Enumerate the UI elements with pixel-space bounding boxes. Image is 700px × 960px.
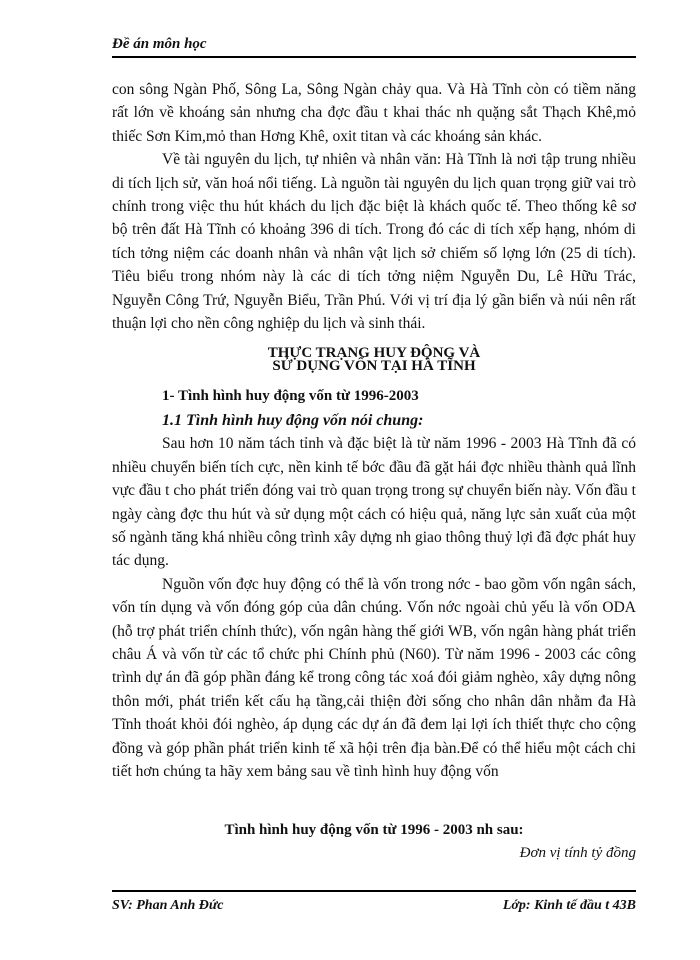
section-heading-1-1: 1.1 Tình hình huy động vốn nói chung: [162, 411, 424, 429]
chapter-title-line-1: THỰC TRẠNG HUY ĐỘNG VÀ [267, 345, 481, 362]
footer-student: SV: Phan Anh Đức [112, 898, 224, 913]
document-body [112, 78, 636, 783]
paragraph-2: Về tài nguyên du lịch, tự nhiên và nhân văn: Hà Tĩnh là nơi tập trung nhiều di tích lịch sử, văn hoá nổi tiếng. Là nguồn tài nguyên du lịch quan trọng giữ vai trò chính trong việc thu hút khách du lịch đặc biệt là khách quốc tế. Theo thống kê sơ bộ trên đất Hà Tĩnh có khoảng 396 di tích. Trong đó các di tích xếp hạng, nhóm di tích tởng niệm các doanh nhân và nhân vật lịch sở chiếm số lợng lớn (25 di tích). Tiêu biểu trong nhóm này là các di tích tởng niệm Nguyễn Du, Lê Hữu Trác, Nguyễn Công Trứ, Nguyễn Biểu, Trần Phú. Với vị trí địa lý gần biển và núi nên rất thuận lợi cho nền công nghiệp du lịch và sinh thái. [112, 151, 636, 333]
paragraph-3: Sau hơn 10 năm tách tỉnh và đặc biệt là từ năm 1996 - 2003 Hà Tĩnh đã có nhiều chuyển biến tích cực, nền kinh tế bớc đầu đã gặt hái đợc nhiều thành quả lĩnh vực đầu t cho phát triển đóng vai trò quan trọng trong sự chuyển biến này. Vốn đầu t ngày càng đợc thu hút và sử dụng một cách có hiệu quả, năng lực sản xuất của một số ngành tăng khá nhiều công trình xây dựng nh giao thông thuỷ lợi đã đợc phát huy tác dụng. [112, 435, 636, 570]
paragraph-4: Nguồn vốn đợc huy động có thể là vốn trong nớc - bao gồm vốn ngân sách, vốn tín dụng và vốn đóng góp của dân chúng. Vốn nớc ngoài chủ yếu là vốn ODA (hỗ trợ phát triển chính thức), vốn ngân hàng thế giới WB, vốn ngân hàng phát triển châu Á và vốn từ các tổ chức phi Chính phủ (N60). Từ năm 1996 - 2003 các công trình dự án đã góp phần đáng kể trong công tác xoá đói giảm nghèo, xây dựng nông thôn mới, phát triển kết cấu hạ tầng,cải thiện đời sống cho nhân dân nhằm đa Hà Tĩnh thoát khỏi đói nghèo, áp dụng các dự án đã đem lại lợi ích thiết thực cho cộng đồng và góp phần phát triển kinh tế xã hội trên địa bàn.Để có thể hiểu một cách chi tiết hơn chúng ta hãy xem bảng sau về tình hình huy động vốn [112, 575, 636, 780]
unit-label: Đơn vị tính tỷ đồng [519, 845, 636, 861]
chapter-title [112, 347, 636, 373]
header-title: Đề án môn học [112, 36, 207, 52]
header-rule [112, 56, 636, 58]
footer-class: Lớp: Kinh tế đầu t 43B [502, 898, 636, 913]
table-title: Tình hình huy động vốn từ 1996 - 2003 nh sau: [224, 822, 524, 838]
paragraph-1: con sông Ngàn Phố, Sông La, Sông Ngàn chảy qua. Và Hà Tĩnh còn có tiềm năng rất lớn về khoáng sản nhưng cha đợc đầu t khai thác nh quặng sắt Thạch Khê,mỏ thiếc Sơn Kim,mỏ than Hơng Khê, oxit titan và các khoáng sản khác. [112, 81, 636, 145]
chapter-title-line-2: SỬ DỤNG VỐN TẠI HÀ TĨNH [272, 358, 476, 375]
section-heading-1: 1- Tình hình huy động vốn từ 1996-2003 [162, 388, 419, 405]
footer-rule [112, 890, 636, 892]
